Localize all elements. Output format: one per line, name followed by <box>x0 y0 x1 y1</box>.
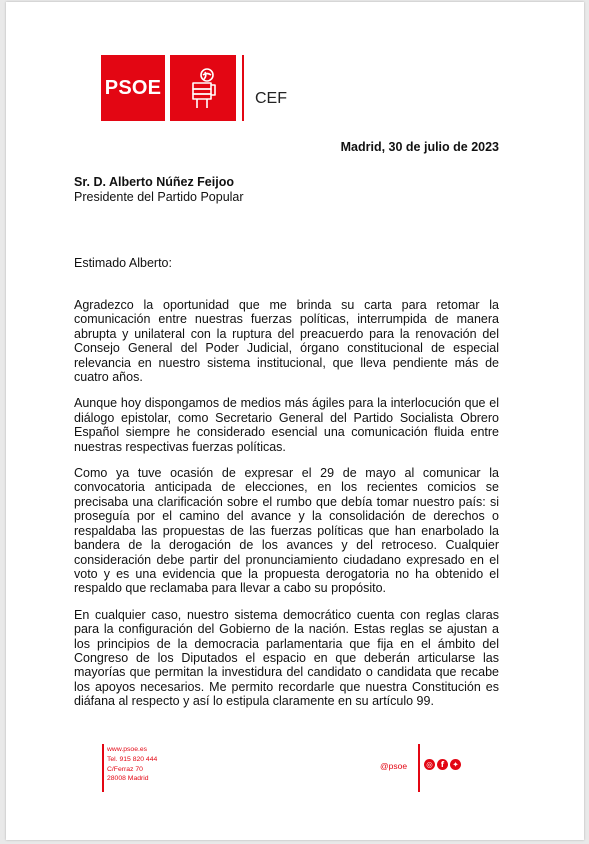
footer-contact <box>107 745 157 784</box>
footer-city: 28008 Madrid <box>107 775 149 783</box>
paragraph: Agradezco la oportunidad que me brinda su carta para retomar la comunicación entre nuestras fuerzas políticas, interrumpida de manera abrupta y unilateral con la ruptura del preacuerdo para la renovación del Consejo General del Poder Judicial, órgano constitucional de especial relevancia en nuestro sistema institucional, que lleva pendiente más de cuatro años. <box>74 298 499 385</box>
paragraph: Como ya tuve ocasión de expresar el 29 de mayo al comunicar la convocatoria anticipada de elecciones, en los recientes comicios se precisaba una clarificación sobre el rumbo que debía tomar nuestro país: si proseguía por el camino del avance y la consolidación de derechos o respaldaba las propuestas de las fuerzas políticas que han enarbolado la bandera de la derogación de los avances y del retroceso. Cualquier consideración debe partir del pronunciamiento ciudadano expresado en el voto y es una evidencia que la propuesta derogatoria no ha obtenido el respaldo que reclamaba para llevar a cabo su propósito. <box>74 466 499 596</box>
footer-street: C/Ferraz 70 <box>107 765 143 773</box>
recipient-name: Sr. D. Alberto Núñez Feijoo <box>74 175 234 189</box>
footer-phone: Tel. 915 820 444 <box>107 755 158 763</box>
addressee-block <box>74 175 244 205</box>
social-handle[interactable]: @psoe <box>380 761 408 771</box>
fist-rose-logo-icon <box>170 55 236 121</box>
footer-divider-right <box>418 744 420 792</box>
footer-divider-left <box>102 744 104 792</box>
social-icons <box>424 759 461 770</box>
logo-divider <box>242 55 244 121</box>
letter-page <box>6 2 584 840</box>
psoe-logo-text: PSOE <box>104 77 162 99</box>
paragraph: En cualquier caso, nuestro sistema democrático cuenta con reglas claras para la configuración del Gobierno de la nación. Estas reglas se ajustan a los principios de la democracia parlamentaria que fija en el ámbito del Congreso de los Diputados el espacio en que deberán articularse las mayorías que permitan la investidura del candidato o candidata que recabe los apoyos necesarios. Me permito recordarle que nuestra Constitución es diáfana al respecto y así lo estipula claramente en su artículo 99. <box>74 607 499 709</box>
paragraph: Aunque hoy dispongamos de medios más ágiles para la interlocución que el diálogo epistolar, como Secretario General del Partido Socialista Obrero Español siempre he considerado esencial una comunicación fluida entre nuestras respectivas fuerzas políticas. <box>74 396 499 454</box>
facebook-icon[interactable]: f <box>437 759 448 770</box>
instagram-icon[interactable]: ◎ <box>424 759 435 770</box>
letter-date: Madrid, 30 de julio de 2023 <box>340 140 499 154</box>
salutation: Estimado Alberto: <box>74 256 172 270</box>
department-label: CEF <box>255 90 287 107</box>
psoe-logo <box>101 55 165 121</box>
letter-body <box>74 298 499 721</box>
footer-website[interactable]: www.psoe.es <box>107 746 148 753</box>
recipient-title: Presidente del Partido Popular <box>74 190 244 204</box>
twitter-icon[interactable]: ✦ <box>450 759 461 770</box>
